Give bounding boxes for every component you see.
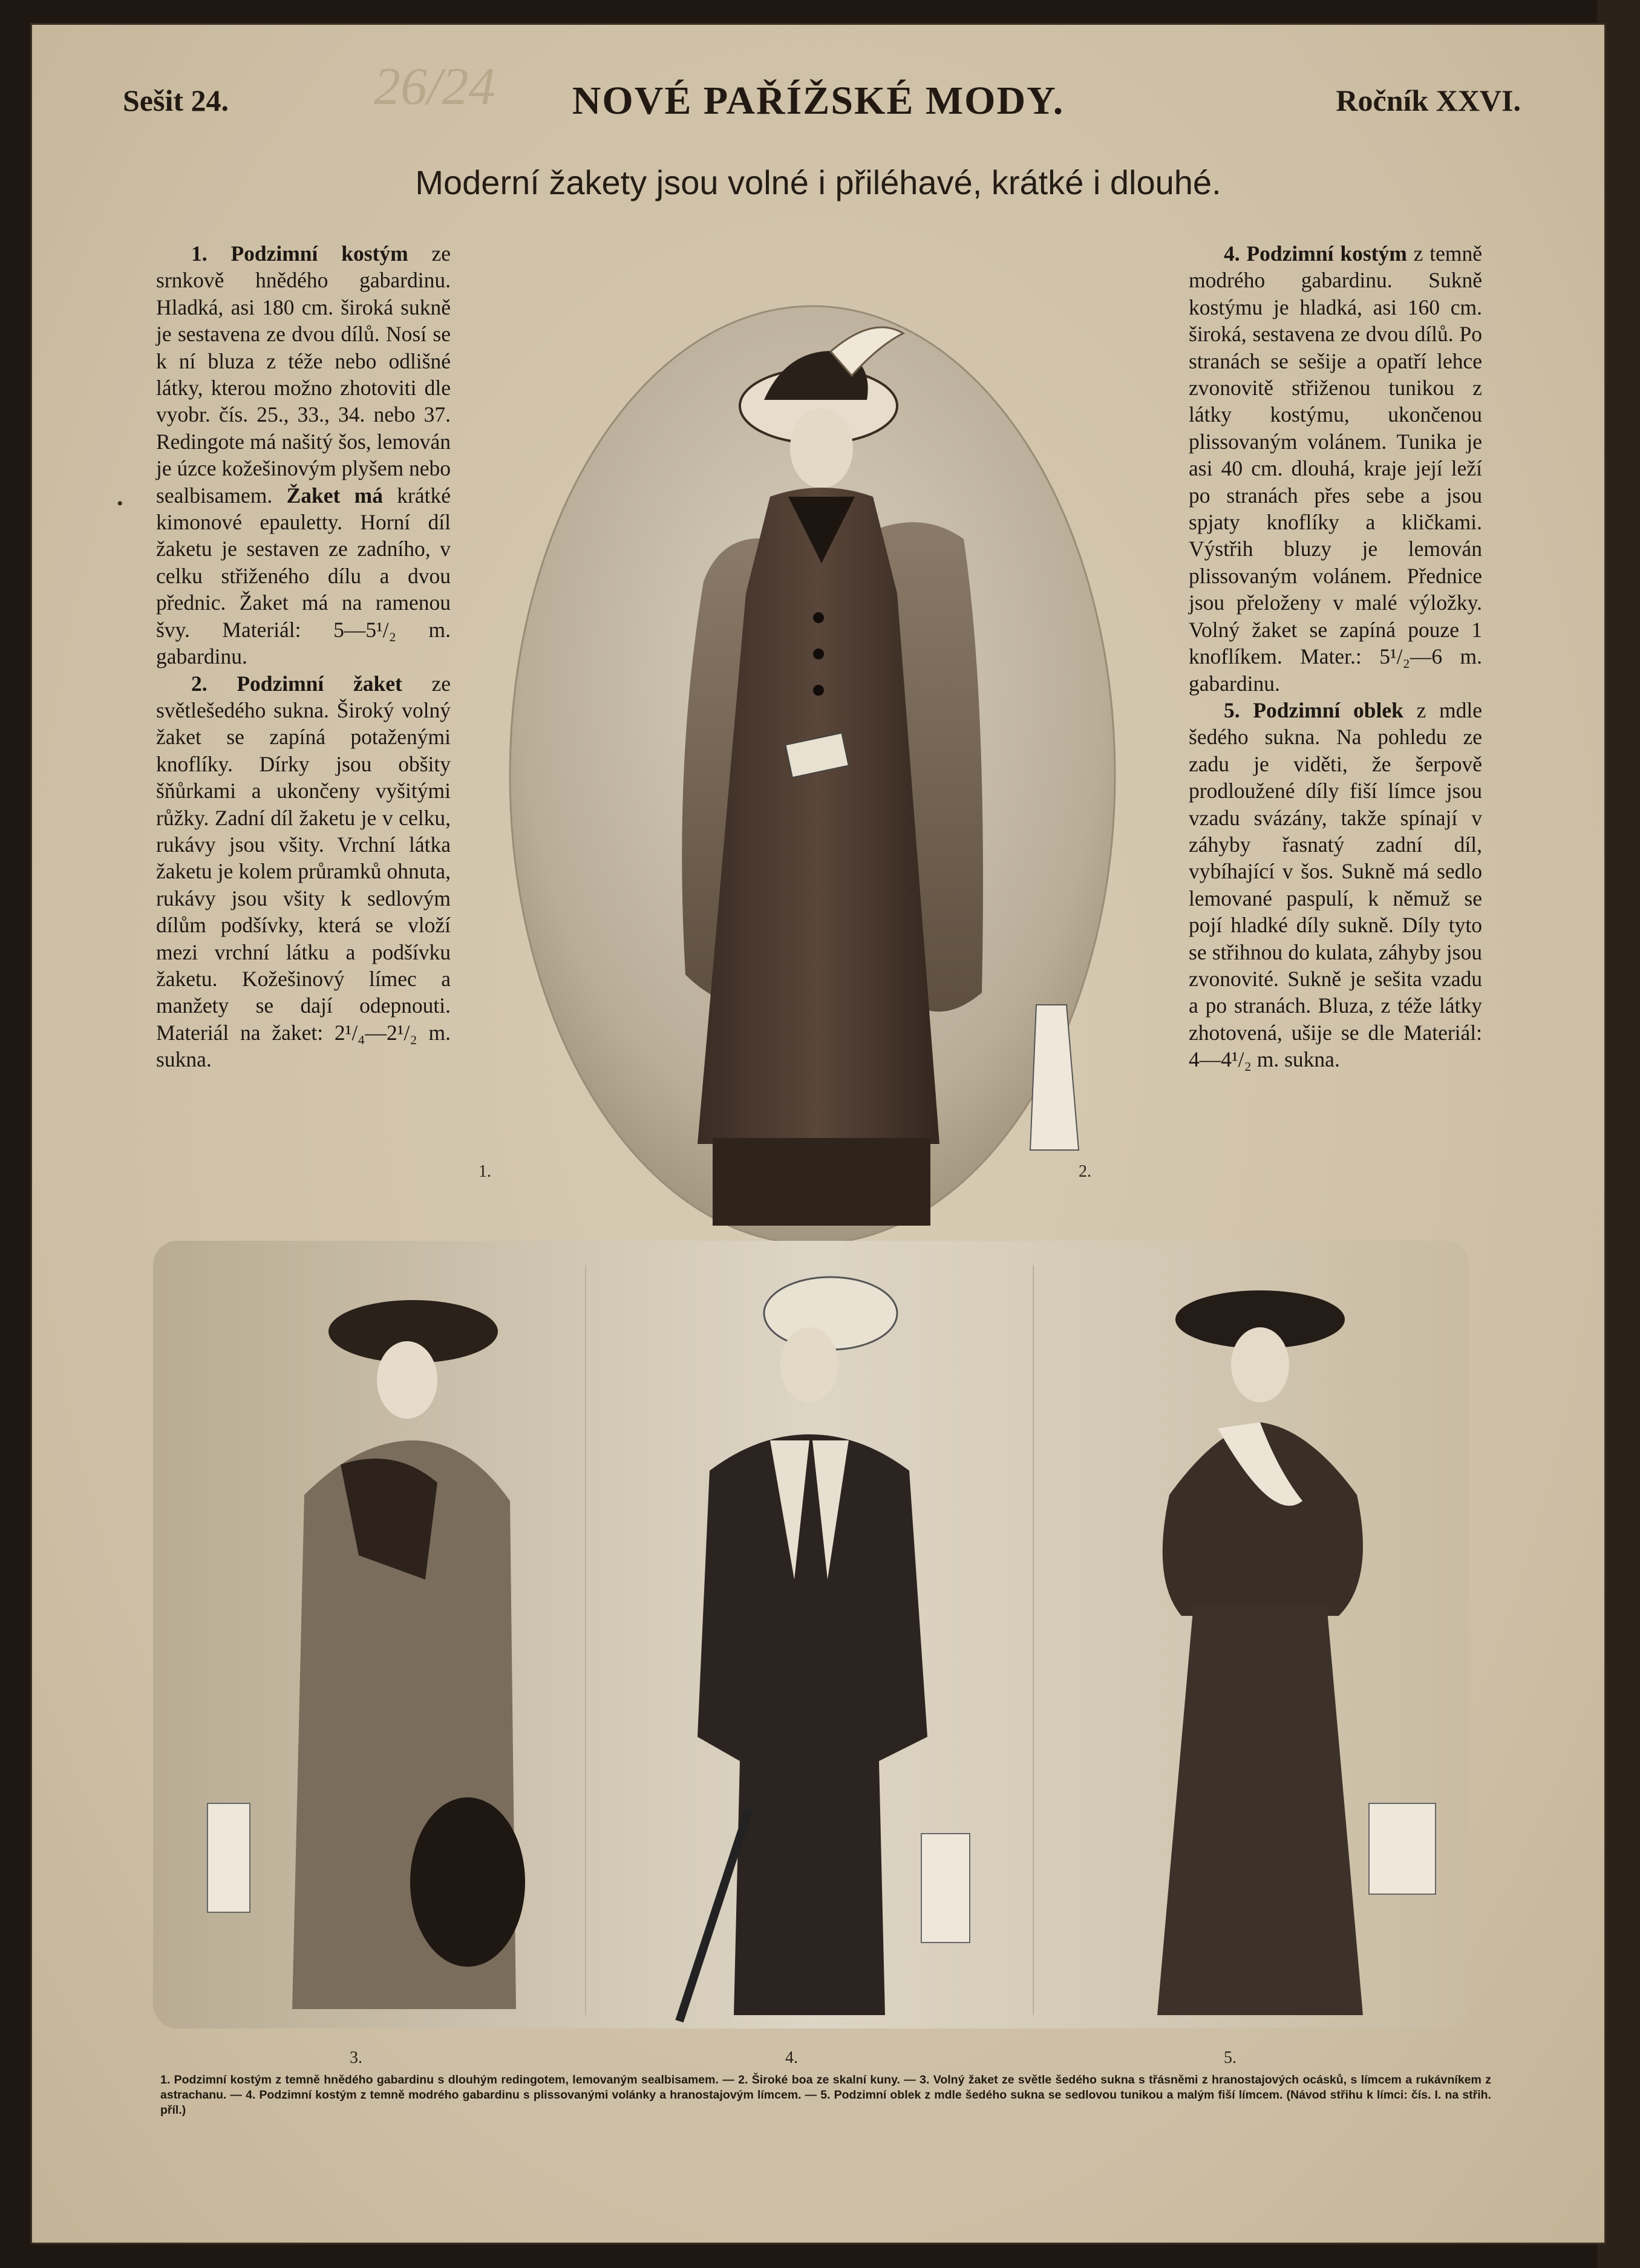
volume-number: Ročník XXVI. [1336, 83, 1521, 117]
right-text-column [1189, 240, 1482, 1073]
item-1-number: 1. [191, 241, 207, 266]
bottom-illustration [153, 1241, 1469, 2028]
item-4-number: 4. [1224, 241, 1240, 266]
margin-mark: • [117, 494, 123, 514]
oval-fashion-plate [504, 279, 1121, 1244]
item-2-description [156, 670, 451, 1073]
item-5-description [1189, 697, 1482, 1073]
figure-label-4: 4. [785, 2048, 798, 2067]
figure-label-3: 3. [350, 2048, 362, 2067]
page-subtitle: Moderní žakety jsou volné i přiléhavé, krátké i dlouhé. [415, 163, 1221, 201]
item-2-text: ze světlešedého sukna. Široký volný žaket se zapíná potaženými knoflíky. Dírky jsou obšity šňůrkami a ukončeny vyšitými růžky. Zadní díl žaketu je v celku, rukávy jsou všity. Vrchní látka žaketu je kolem průramků ohnuta, rukávy jsou všity k sedlovým dílům podšívky, která se vloží mezi vrchní látku a podšívku žaketu. Kožešinový límec a manžety se dají odepnouti. Materiál na žaket: 2¹/₄—2¹/₂ m. sukna. [156, 671, 451, 1072]
figure-caption: 1. Podzimní kostým z temně hnědého gabardinu s dlouhým redingotem, lemovaným sealbisamem. — 2. Široké boa ze skalní kuny. — 3. Volný žaket ze světle šedého sukna s třásněmi z hranostajových ocásků, s límcem a rukávníkem z astrachanu. — 4. Podzimní kostým z temně modrého gabardinu s plissovanými volánky a hranostajovým límcem. — 5. Podzimní oblek z mdle šedého sukna se sedlovou tunikou a malým fiší límcem. (Návod střihu k límci: čís. I. na střih. příl.) [160, 2073, 1491, 2117]
item-5-number: 5. [1224, 698, 1240, 722]
item-1-heading: Podzimní kostým [230, 241, 408, 266]
central-illustration [504, 279, 1121, 1244]
magazine-title: NOVÉ PAŘÍŽSKÉ MODY. [572, 79, 1065, 123]
item-1-description [156, 240, 451, 670]
item-2-number: 2. [191, 671, 207, 696]
item-5-heading: Podzimní oblek [1253, 698, 1403, 722]
issue-number: Sešit 24. [123, 83, 229, 117]
pencil-annotation: 26/24 [374, 57, 495, 116]
item-4-description [1189, 240, 1482, 697]
item-1-text: ze srnkově hnědého gabardinu. Hladká, asi 180 cm. široká sukně je sestavena ze dvou dílů. Nosí se k ní bluza z téže nebo odlišné látky, kterou možno zhotoviti dle vyobr. čís. 25., 33., 34. nebo 37. Redingote má našitý šos, lemován je úzce kožešinovým plyšem nebo sealbisamem. [156, 241, 451, 508]
item-4-heading: Podzimní kostým [1246, 241, 1407, 266]
item-2-heading: Podzimní žaket [237, 671, 402, 696]
item-4-text: z temně modrého gabardinu. Sukně kostýmu je hladká, asi 160 cm. široká, sestavena ze dvou dílů. Po stranách se sešije a opatří lehce zvonovitě střiženou tunikou z látky kostýmu, ukončenou plissovaným volánem. Tunika je asi 40 cm. dlouhá, kraje její leží po stranách přes sebe a jsou spjaty knoflíky a kličkami. Výstřih bluzy je lemován plissovaným volánem. Přednice jsou přeloženy v malé výložky. Volný žaket se zapíná pouze 1 knoflíkem. Mater.: 5¹/₂—6 m. gabardinu. [1189, 241, 1482, 696]
item-1-text2: krátké kimonové epauletty. Horní díl žaketu je sestaven ze zadního, v celku střiženého dílu a dvou přednic. Žaket má na ramenou švy. Materiál: 5—5¹/₂ m. gabardinu. [156, 483, 451, 669]
figure-label-1: 1. [479, 1162, 491, 1181]
left-text-column [156, 240, 451, 1073]
three-figures-plate [153, 1241, 1469, 2028]
magazine-page [30, 23, 1606, 2244]
figure-label-5: 5. [1224, 2048, 1237, 2067]
item-5-text: z mdle šedého sukna. Na pohledu ze zadu je viděti, že šerpově prodloužené díly fiší límce jsou vzadu svázány, takže spínají v záhyby řasnatý zadní díl, vybíhající v šos. Sukně má sedlo lemované paspulí, k němuž se pojí hladké díly sukně. Díly tyto se střihnou do kulata, záhyby jsou zvonovité. Sukně je sešita vzadu a po stranách. Bluza, z téže látky zhotovená, ušije se dle Materiál: 4—4¹/₂ m. sukna. [1189, 698, 1482, 1072]
item-1-heading2: Žaket má [286, 483, 383, 508]
figure-label-2: 2. [1079, 1162, 1091, 1181]
